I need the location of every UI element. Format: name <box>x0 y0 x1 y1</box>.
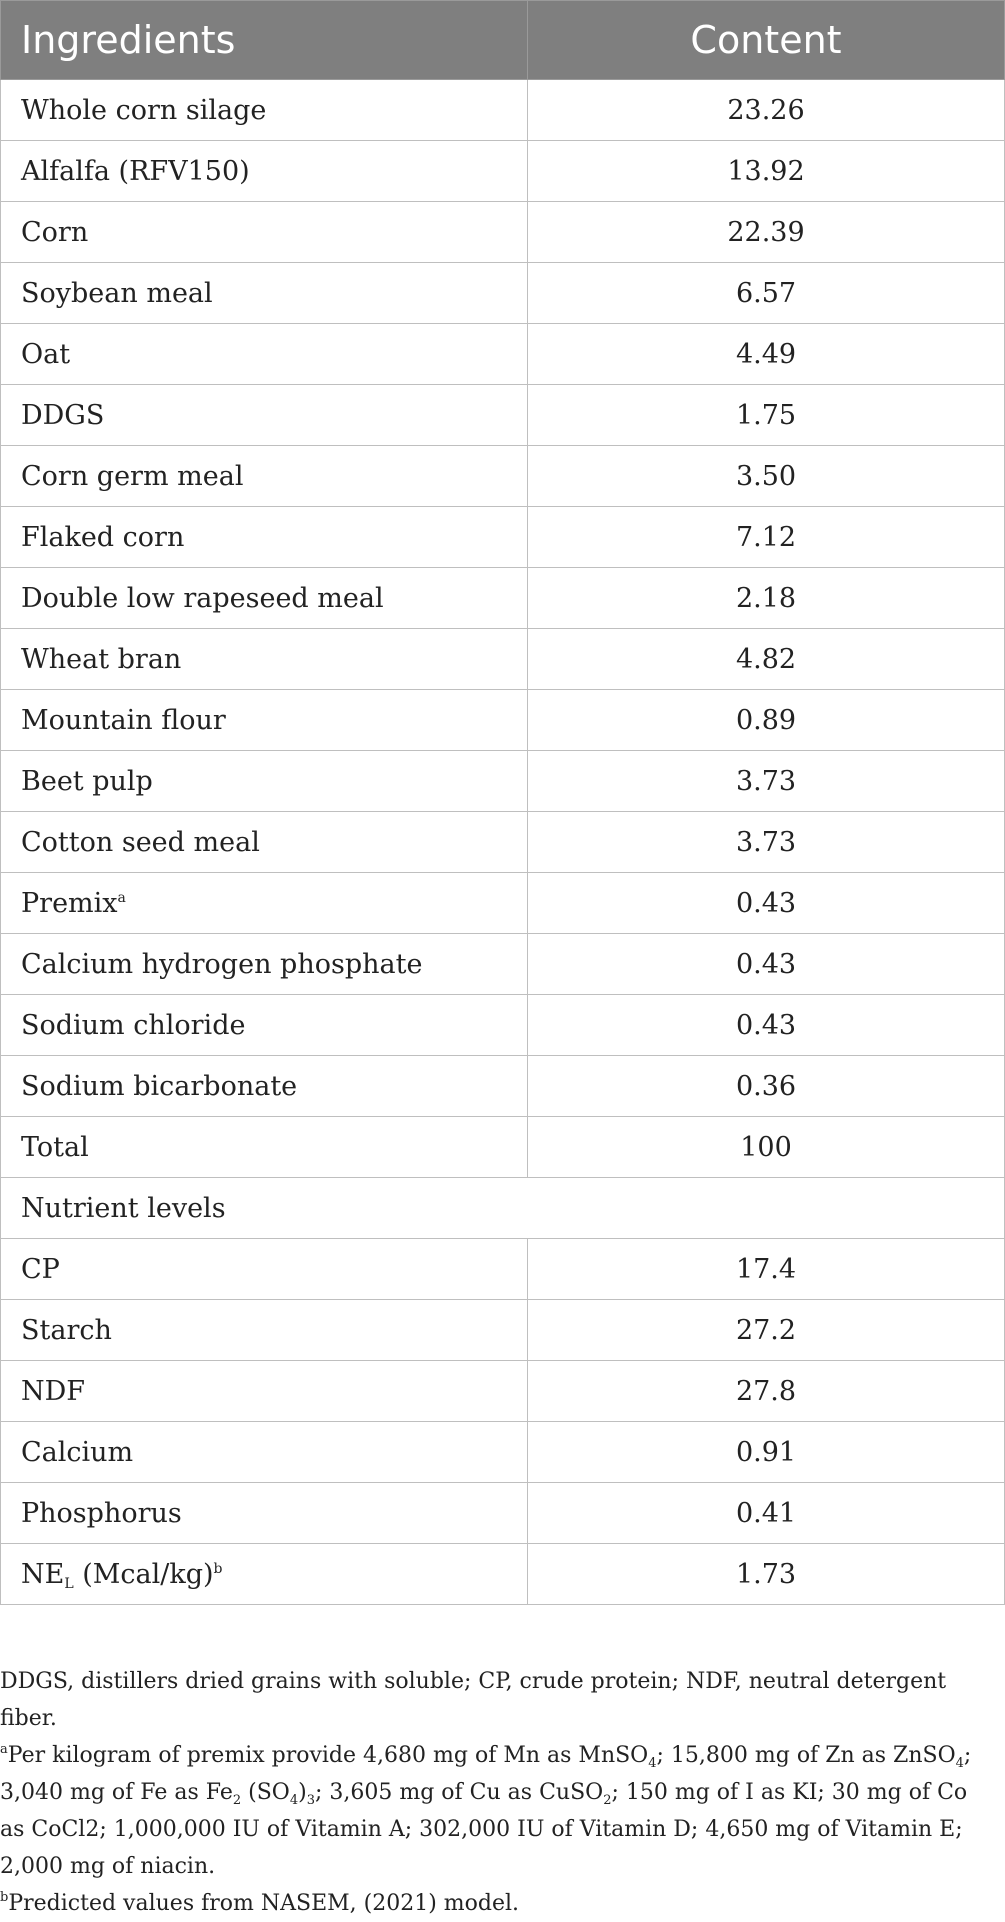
table-footnotes <box>0 1663 990 1922</box>
nel-base: NE <box>21 1558 65 1590</box>
ingredient-name: Corn germ meal <box>1 446 528 507</box>
nutrient-value: 0.91 <box>528 1422 1005 1483</box>
footnote-a-marker: a <box>0 1742 8 1757</box>
table-row-total <box>1 1117 1005 1178</box>
nutrient-value: 0.41 <box>528 1483 1005 1544</box>
ingredient-name: Wheat bran <box>1 629 528 690</box>
nutrient-name: CP <box>1 1239 528 1300</box>
ingredient-value: 13.92 <box>528 141 1005 202</box>
nel-unit: (Mcal/kg) <box>73 1558 214 1590</box>
nutrient-name: Calcium <box>1 1422 528 1483</box>
footnote-a-text: ; 3,605 mg of Cu as CuSO <box>314 1780 604 1805</box>
ingredient-name: Calcium hydrogen phosphate <box>1 934 528 995</box>
nutrient-value: 17.4 <box>528 1239 1005 1300</box>
ingredient-name: Sodium chloride <box>1 995 528 1056</box>
table-row <box>1 629 1005 690</box>
footnote-a-text: ; 3,040 mg of Fe as Fe <box>0 1743 972 1805</box>
ingredient-value: 7.12 <box>528 507 1005 568</box>
ingredient-value: 23.26 <box>528 80 1005 141</box>
ingredient-name: Whole corn silage <box>1 80 528 141</box>
nutrient-name: NDF <box>1 1361 528 1422</box>
table-row <box>1 324 1005 385</box>
nutrient-name-nel <box>1 1544 528 1605</box>
ingredient-value: 0.89 <box>528 690 1005 751</box>
nutrient-name: Phosphorus <box>1 1483 528 1544</box>
ingredient-value: 4.82 <box>528 629 1005 690</box>
ingredient-value: 0.36 <box>528 1056 1005 1117</box>
table-row <box>1 141 1005 202</box>
ingredient-name: Beet pulp <box>1 751 528 812</box>
subscript: 4 <box>648 1756 657 1771</box>
table-row <box>1 1300 1005 1361</box>
footnote-a-text: ; 150 mg of I as KI; 30 mg of Co as CoCl2; 1,000,000 IU of Vitamin A; 302,000 IU of Vitamin D; 4,650 mg of Vitamin E; 2,000 mg of niacin. <box>0 1780 968 1879</box>
subscript: 4 <box>955 1756 964 1771</box>
ingredient-name: Oat <box>1 324 528 385</box>
ingredient-value: 2.18 <box>528 568 1005 629</box>
table-row <box>1 873 1005 934</box>
footnote-b-marker: b <box>0 1890 9 1905</box>
ingredient-value: 6.57 <box>528 263 1005 324</box>
ingredient-value: 0.43 <box>528 934 1005 995</box>
footnote-marker-a: a <box>117 889 126 906</box>
table-row <box>1 507 1005 568</box>
footnote-marker-b: b <box>213 1560 223 1577</box>
ingredient-name: Double low rapeseed meal <box>1 568 528 629</box>
ingredient-name: Mountain flour <box>1 690 528 751</box>
ingredient-name: Alfalfa (RFV150) <box>1 141 528 202</box>
subscript: 2 <box>603 1793 612 1808</box>
table-row <box>1 568 1005 629</box>
table-row <box>1 1361 1005 1422</box>
ingredient-name: Sodium bicarbonate <box>1 1056 528 1117</box>
total-value: 100 <box>528 1117 1005 1178</box>
ingredient-value: 3.50 <box>528 446 1005 507</box>
footnote-b <box>0 1885 990 1922</box>
table-row <box>1 934 1005 995</box>
ingredient-name-premix <box>1 873 528 934</box>
section-row <box>1 1178 1005 1239</box>
ingredient-value: 22.39 <box>528 202 1005 263</box>
subscript: 3 <box>306 1793 315 1808</box>
table-row <box>1 446 1005 507</box>
table-row <box>1 1239 1005 1300</box>
subscript: 2 <box>232 1793 242 1808</box>
nutrient-value: 27.8 <box>528 1361 1005 1422</box>
header-ingredients: Ingredients <box>1 1 528 80</box>
premix-label: Premix <box>21 887 118 919</box>
ingredient-name: DDGS <box>1 385 528 446</box>
nutrient-value: 27.2 <box>528 1300 1005 1361</box>
footnote-a-text: ) <box>298 1780 307 1805</box>
table-row <box>1 385 1005 446</box>
ingredient-value: 1.75 <box>528 385 1005 446</box>
footnote-a-text: Per kilogram of premix provide 4,680 mg of Mn as MnSO <box>7 1743 649 1768</box>
ingredient-name: Soybean meal <box>1 263 528 324</box>
table-header-row <box>1 1 1005 80</box>
ingredient-value: 0.43 <box>528 995 1005 1056</box>
table-row <box>1 1422 1005 1483</box>
ingredient-name: Cotton seed meal <box>1 812 528 873</box>
table-row <box>1 263 1005 324</box>
table-row <box>1 80 1005 141</box>
ingredient-name: Corn <box>1 202 528 263</box>
table-row <box>1 690 1005 751</box>
table-row <box>1 751 1005 812</box>
table-row <box>1 1056 1005 1117</box>
footnote-b-text: Predicted values from NASEM, (2021) model. <box>8 1891 520 1916</box>
total-label: Total <box>1 1117 528 1178</box>
footnote-a-text: (SO <box>241 1780 290 1805</box>
header-content: Content <box>528 1 1005 80</box>
nutrient-value: 1.73 <box>528 1544 1005 1605</box>
table-row <box>1 1483 1005 1544</box>
ingredient-value: 4.49 <box>528 324 1005 385</box>
nutrient-name: Starch <box>1 1300 528 1361</box>
ingredient-name: Flaked corn <box>1 507 528 568</box>
nel-subscript: L <box>64 1575 74 1592</box>
ingredient-value: 3.73 <box>528 751 1005 812</box>
table-row <box>1 812 1005 873</box>
section-label-nutrient-levels: Nutrient levels <box>1 1178 1005 1239</box>
ingredient-value: 3.73 <box>528 812 1005 873</box>
ingredient-value: 0.43 <box>528 873 1005 934</box>
abbreviations-note: DDGS, distillers dried grains with soluble; CP, crude protein; NDF, neutral detergent fiber. <box>0 1669 947 1731</box>
footnote-a <box>0 1737 990 1885</box>
footnote-a-text: ; 15,800 mg of Zn as ZnSO <box>656 1743 956 1768</box>
subscript: 4 <box>289 1793 299 1808</box>
table-row <box>1 995 1005 1056</box>
table-row <box>1 1544 1005 1605</box>
table-row <box>1 202 1005 263</box>
